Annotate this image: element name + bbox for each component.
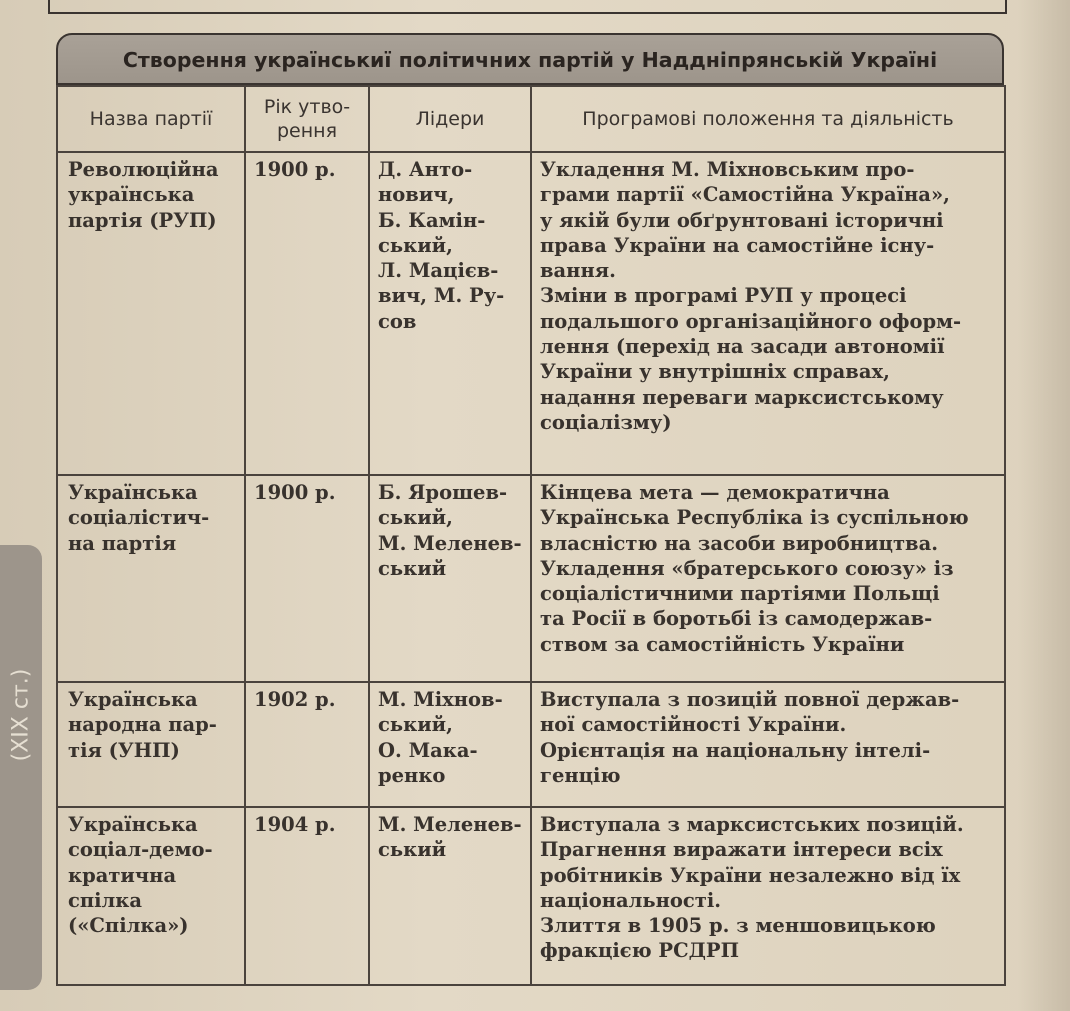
- name-line: соціал-демо-: [68, 838, 213, 862]
- leaders-line: Б. Ярошев-: [378, 481, 508, 504]
- program-line: лення (перехід на засади автономії: [540, 335, 945, 359]
- table-row: [57, 682, 1005, 807]
- name-line: кратична: [68, 863, 177, 887]
- leaders-line: ський,: [378, 233, 453, 257]
- program-line: права України на самостійне існу-: [540, 233, 935, 257]
- cell-year: 1904 р.: [245, 807, 369, 985]
- leaders-line: ський,: [378, 713, 453, 737]
- header-year-line: Рік утво-: [263, 96, 351, 118]
- name-line: Українська: [68, 688, 198, 711]
- cell-program: [531, 475, 1005, 682]
- program-line: фракцією РСДРП: [540, 939, 740, 963]
- header-year: [245, 86, 369, 152]
- name-line: Українська: [68, 813, 198, 836]
- program-line: соціалістичними партіями Польщі: [540, 582, 940, 606]
- leaders-line: Б. Камін-: [378, 208, 486, 232]
- program-line: ної самостійності України.: [540, 713, 847, 737]
- header-leaders: Лідери: [369, 86, 531, 152]
- cell-program: [531, 152, 1005, 475]
- cell-leaders: [369, 152, 531, 475]
- name-line: партія (РУП): [68, 208, 217, 232]
- program-line: генцію: [540, 763, 621, 787]
- name-line: спілка: [68, 888, 143, 912]
- name-line: на партія: [68, 531, 177, 555]
- leaders-line: М. Меленев-: [378, 531, 522, 555]
- leaders-line: Д. Анто-: [378, 158, 473, 181]
- table-row: [57, 807, 1005, 985]
- cell-program: [531, 807, 1005, 985]
- program-line: ством за самостійність України: [540, 632, 905, 656]
- cell-name: [57, 682, 245, 807]
- program-line: Виступала з позицій повної держав-: [540, 688, 960, 711]
- leaders-line: ський,: [378, 506, 453, 530]
- side-section-tab: [0, 545, 42, 990]
- cell-name: [57, 152, 245, 475]
- header-year-line: рення: [276, 120, 338, 142]
- name-line: Українська: [68, 481, 198, 504]
- program-line: власністю на засоби виробництва.: [540, 531, 938, 555]
- program-line: Прагнення виражати інтереси всіх: [540, 838, 943, 862]
- leaders-line: М. Міхнов-: [378, 688, 503, 711]
- header-row: [57, 86, 1005, 152]
- program-line: та Росії в боротьбі із самодержав-: [540, 607, 933, 631]
- program-line: соціалізму): [540, 410, 672, 434]
- leaders-line: вич, М. Ру-: [378, 284, 505, 308]
- cell-year: 1902 р.: [245, 682, 369, 807]
- program-line: національності.: [540, 888, 722, 912]
- cell-year: 1900 р.: [245, 475, 369, 682]
- name-line: Революційна: [68, 158, 219, 181]
- cell-year: 1900 р.: [245, 152, 369, 475]
- program-line: у якій були обґрунтовані історичні: [540, 208, 944, 232]
- table-row: [57, 475, 1005, 682]
- program-line: вання.: [540, 259, 616, 283]
- program-line: робітників України незалежно від їх: [540, 863, 961, 887]
- previous-content-box: [48, 0, 1007, 14]
- program-line: України у внутрішніх справах,: [540, 360, 890, 384]
- program-line: Укладення М. Міхновським про-: [540, 158, 915, 181]
- leaders-line: ренко: [378, 763, 446, 787]
- header-name: Назва партії: [57, 86, 245, 152]
- table-row: [57, 152, 1005, 475]
- cell-program: [531, 682, 1005, 807]
- table-title: Створення українськиї політичних партій у Наддніпрянській Україні: [56, 33, 1004, 85]
- cell-leaders: [369, 807, 531, 985]
- name-line: («Спілка»): [68, 914, 189, 938]
- program-line: надання переваги марксистському: [540, 385, 944, 409]
- program-line: Виступала з марксистських позицій.: [540, 813, 964, 836]
- leaders-line: М. Меленев-: [378, 813, 522, 836]
- program-line: Орієнтація на національну інтелі-: [540, 738, 931, 762]
- cell-leaders: [369, 475, 531, 682]
- cell-name: [57, 807, 245, 985]
- leaders-line: Л. Мацієв-: [378, 259, 499, 283]
- leaders-line: сов: [378, 309, 417, 333]
- leaders-line: ський: [378, 556, 447, 580]
- name-line: народна пар-: [68, 713, 217, 737]
- side-tab-label: (XIX ст.): [8, 668, 34, 762]
- cell-name: [57, 475, 245, 682]
- header-program: Програмові положення та діяльність: [531, 86, 1005, 152]
- leaders-line: ський: [378, 838, 447, 862]
- program-line: Злиття в 1905 р. з меншовицькою: [540, 914, 936, 938]
- name-line: соціалістич-: [68, 506, 210, 530]
- program-line: Зміни в програмі РУП у процесі: [540, 284, 907, 308]
- program-line: подальшого організаційного оформ-: [540, 309, 962, 333]
- leaders-line: нович,: [378, 183, 455, 207]
- cell-leaders: [369, 682, 531, 807]
- name-line: українська: [68, 183, 195, 207]
- program-line: грами партії «Самостійна Україна»,: [540, 183, 950, 207]
- program-line: Кінцева мета — демократична: [540, 481, 890, 504]
- program-line: Укладення «братерського союзу» із: [540, 556, 954, 580]
- leaders-line: О. Мака-: [378, 738, 478, 762]
- program-line: Українська Республіка із суспільною: [540, 506, 969, 530]
- name-line: тія (УНП): [68, 738, 180, 762]
- page-gutter-shadow: [1018, 0, 1070, 1011]
- parties-grid: [56, 85, 1006, 986]
- parties-table: [56, 33, 1004, 986]
